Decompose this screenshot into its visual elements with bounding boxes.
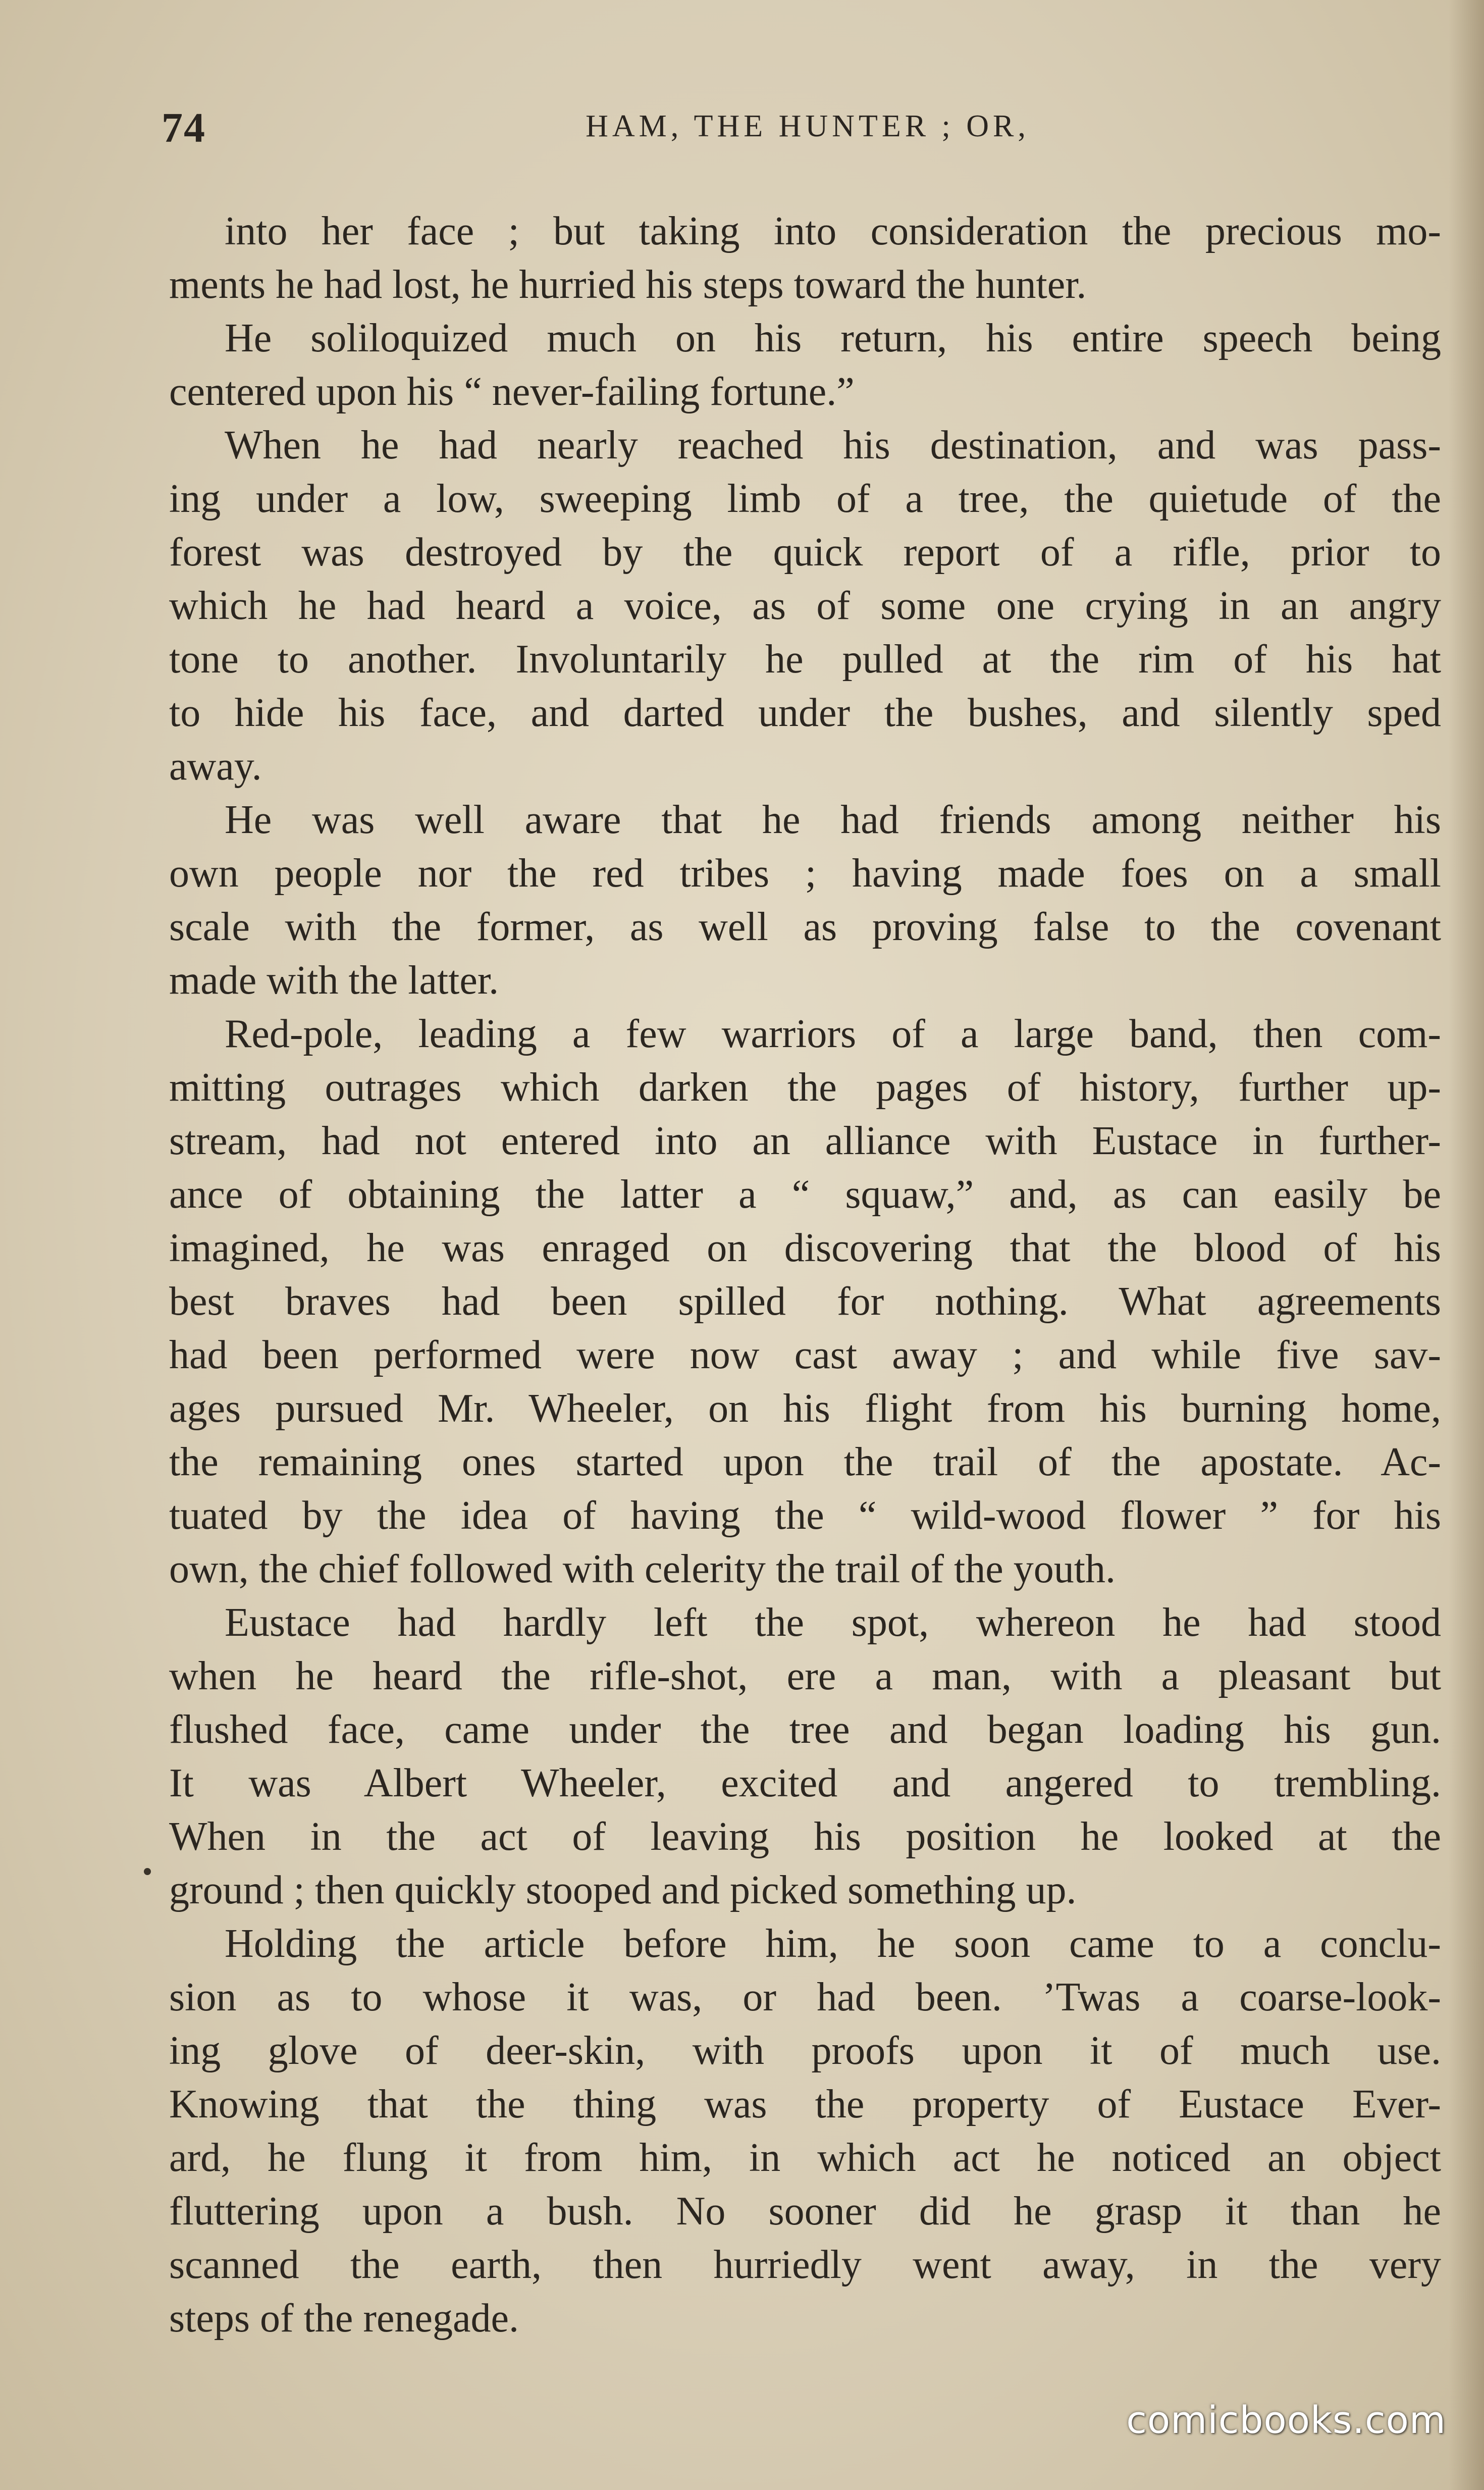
text-line: It was Albert Wheeler, excited and angered to trembling. [169, 1761, 1441, 1805]
text-line: made with the latter. [169, 958, 499, 1003]
text-line: scanned the earth, then hurriedly went away, in the very [169, 2243, 1441, 2287]
text-line: ments he had lost, he hurried his steps toward the hunter. [169, 263, 1087, 307]
page-number: 74 [162, 105, 206, 151]
text-line: the remaining ones started upon the trail of the apostate. Ac- [169, 1440, 1441, 1484]
body-text [169, 204, 1441, 2345]
text-line: forest was destroyed by the quick report of a rifle, prior to [169, 530, 1441, 575]
paragraph [169, 312, 1441, 419]
text-line: fluttering upon a bush. No sooner did he grasp it than he [169, 2189, 1441, 2234]
paragraph [169, 1596, 1441, 1917]
text-line: ing under a low, sweeping limb of a tree, the quietude of the [169, 477, 1441, 521]
text-line: own people nor the red tribes ; having made foes on a small [169, 851, 1441, 896]
paragraph [169, 1917, 1441, 2345]
text-line: mitting outrages which darken the pages of history, further up- [169, 1065, 1441, 1110]
text-line: own, the chief followed with celerity the trail of the youth. [169, 1547, 1116, 1591]
text-line: When in the act of leaving his position he looked at the [169, 1814, 1441, 1859]
text-line: imagined, he was enraged on discovering that the blood of his [169, 1226, 1441, 1270]
text-line: Holding the article before him, he soon came to a conclu- [225, 1922, 1441, 1966]
text-line: Eustace had hardly left the spot, whereon he had stood [225, 1600, 1441, 1645]
text-line: tone to another. Involuntarily he pulled at the rim of his hat [169, 637, 1441, 682]
text-line: centered upon his “ never-failing fortune.” [169, 370, 855, 414]
text-line: When he had nearly reached his destination, and was pass- [225, 423, 1441, 468]
text-line: He soliloquized much on his return, his entire speech being [225, 316, 1441, 360]
paragraph [169, 204, 1441, 312]
text-line: Knowing that the thing was the property of Eustace Ever- [169, 2082, 1441, 2126]
text-line: sion as to whose it was, or had been. ’Twas a coarse-look- [169, 1975, 1441, 2019]
text-line: tuated by the idea of having the “ wild-wood flower ” for his [169, 1493, 1441, 1538]
page-header [162, 103, 1454, 154]
text-line: He was well aware that he had friends among neither his [225, 798, 1441, 842]
text-line: to hide his face, and darted under the bushes, and silently sped [169, 691, 1441, 735]
paragraph [169, 793, 1441, 1007]
text-line: ard, he flung it from him, in which act he noticed an object [169, 2136, 1441, 2180]
text-line: best braves had been spilled for nothing. What agreements [169, 1279, 1441, 1324]
text-line: ance of obtaining the latter a “ squaw,” and, as can easily be [169, 1172, 1441, 1217]
text-line: when he heard the rifle-shot, ere a man, with a pleasant but [169, 1654, 1441, 1698]
text-line: ground ; then quickly stooped and picked something up. [169, 1868, 1077, 1912]
text-line: which he had heard a voice, as of some one crying in an angry [169, 584, 1441, 628]
page-edge-shadow [1449, 0, 1484, 2490]
text-line: steps of the renegade. [169, 2296, 519, 2341]
paragraph [169, 419, 1441, 793]
text-line: had been performed were now cast away ; and while five sav- [169, 1333, 1441, 1377]
text-line: away. [169, 744, 262, 789]
ink-speck [144, 1868, 151, 1875]
text-line: ing glove of deer-skin, with proofs upon it of much use. [169, 2029, 1441, 2073]
text-line: into her face ; but taking into consideration the precious mo- [225, 209, 1441, 253]
paragraph [169, 1007, 1441, 1596]
text-line: Red-pole, leading a few warriors of a large band, then com- [225, 1012, 1441, 1056]
text-line: scale with the former, as well as proving false to the covenant [169, 905, 1441, 949]
text-line: ages pursued Mr. Wheeler, on his flight from his burning home, [169, 1386, 1441, 1431]
running-head: HAM, THE HUNTER ; OR, [586, 109, 1030, 143]
text-line: stream, had not entered into an alliance with Eustace in further- [169, 1119, 1441, 1163]
watermark: comicbooks.com [1126, 2399, 1446, 2442]
text-line: flushed face, came under the tree and began loading his gun. [169, 1707, 1441, 1752]
